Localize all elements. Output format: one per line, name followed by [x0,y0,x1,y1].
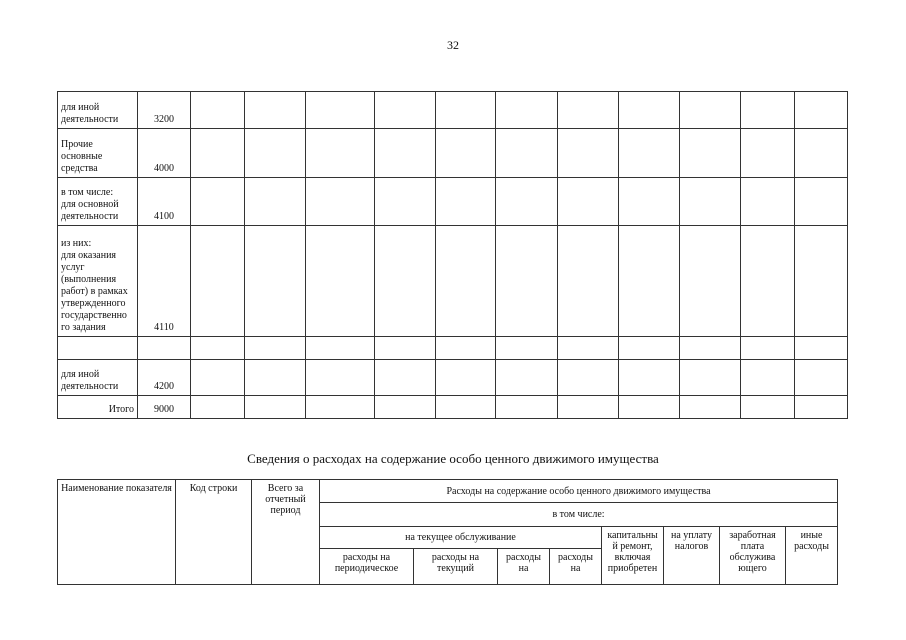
indicator-name-cell: в том числе: для основной деятельности [58,178,138,226]
value-cell [619,178,680,226]
value-cell [496,396,558,419]
indicator-name-cell: из них: для оказания услуг (выполнения работ) в рамках утвержденного государственно го задания [58,226,138,337]
value-cell [306,337,375,360]
value-cell [558,226,619,337]
header-periodic: расходы на периодическое [320,549,414,585]
value-cell [619,337,680,360]
value-cell [191,129,245,178]
indicator-name-cell: для иной деятельности [58,92,138,129]
value-cell [680,226,741,337]
header-capital-repair: капитальны й ремонт, включая приобретен [602,527,664,585]
value-cell [375,396,436,419]
value-cell [741,396,795,419]
value-cell [436,226,496,337]
value-cell [436,396,496,419]
value-cell [436,92,496,129]
value-cell [306,226,375,337]
value-cell [741,337,795,360]
value-cell [680,360,741,396]
line-code-cell: 3200 [138,92,191,129]
value-cell [375,226,436,337]
value-cell [795,360,848,396]
value-cell [558,178,619,226]
value-cell [191,396,245,419]
value-cell [375,178,436,226]
table-row [58,178,848,226]
value-cell [245,92,306,129]
header-taxes: на уплату налогов [664,527,720,585]
value-cell [191,226,245,337]
indicator-name-cell [58,337,138,360]
value-cell [436,337,496,360]
value-cell [795,396,848,419]
line-code-cell: 4000 [138,129,191,178]
value-cell [619,129,680,178]
lower-table [57,479,838,585]
value-cell [619,92,680,129]
value-cell [680,396,741,419]
value-cell [741,178,795,226]
value-cell [558,337,619,360]
value-cell [375,129,436,178]
value-cell [191,337,245,360]
table-row [58,337,848,360]
page-number: 32 [447,38,459,52]
value-cell [306,178,375,226]
value-cell [306,360,375,396]
indicator-name-cell: Итого [58,396,138,419]
value-cell [619,396,680,419]
value-cell [795,178,848,226]
value-cell [496,92,558,129]
value-cell [496,226,558,337]
section-title: Сведения о расходах на содержание особо ценного движимого имущества [247,451,659,466]
header-current: расходы на текущий [414,549,498,585]
value-cell [245,337,306,360]
value-cell [245,396,306,419]
value-cell [245,178,306,226]
value-cell [558,92,619,129]
value-cell [496,129,558,178]
table-row [58,92,848,129]
value-cell [496,337,558,360]
value-cell [306,129,375,178]
value-cell [741,360,795,396]
value-cell [496,360,558,396]
value-cell [741,92,795,129]
line-code-cell: 9000 [138,396,191,419]
table-row [58,360,848,396]
value-cell [558,129,619,178]
value-cell [306,92,375,129]
line-code-cell: 4200 [138,360,191,396]
value-cell [795,337,848,360]
value-cell [680,178,741,226]
value-cell [619,226,680,337]
indicator-name-cell: для иной деятельности [58,360,138,396]
value-cell [245,129,306,178]
value-cell [191,178,245,226]
header-expenses-group: Расходы на содержание особо ценного движимого имущества [320,480,838,503]
value-cell [436,129,496,178]
value-cell [795,92,848,129]
value-cell [680,337,741,360]
table-row [58,226,848,337]
value-cell [680,129,741,178]
value-cell [619,360,680,396]
value-cell [795,129,848,178]
header-salary: заработная плата обслужива ющего [720,527,786,585]
indicator-name-cell: Прочие основные средства [58,129,138,178]
header-total-period: Всего за отчетный период [252,480,320,585]
header-current-maintenance: на текущее обслуживание [320,527,602,549]
line-code-cell [138,337,191,360]
value-cell [436,360,496,396]
value-cell [795,226,848,337]
value-cell [375,92,436,129]
header-line-code: Код строки [176,480,252,585]
line-code-cell: 4110 [138,226,191,337]
value-cell [558,360,619,396]
header-other: иные расходы [786,527,838,585]
value-cell [245,226,306,337]
header-indicator-name: Наименование показателя [58,480,176,585]
value-cell [306,396,375,419]
value-cell [680,92,741,129]
table-row [58,129,848,178]
header-expenses-on-2: расходы на [550,549,602,585]
header-including: в том числе: [320,503,838,527]
value-cell [375,360,436,396]
line-code-cell: 4100 [138,178,191,226]
upper-table [57,91,848,419]
table-row [58,396,848,419]
value-cell [191,360,245,396]
value-cell [558,396,619,419]
value-cell [741,129,795,178]
value-cell [245,360,306,396]
value-cell [191,92,245,129]
value-cell [375,337,436,360]
value-cell [496,178,558,226]
value-cell [741,226,795,337]
header-expenses-on-1: расходы на [498,549,550,585]
value-cell [436,178,496,226]
